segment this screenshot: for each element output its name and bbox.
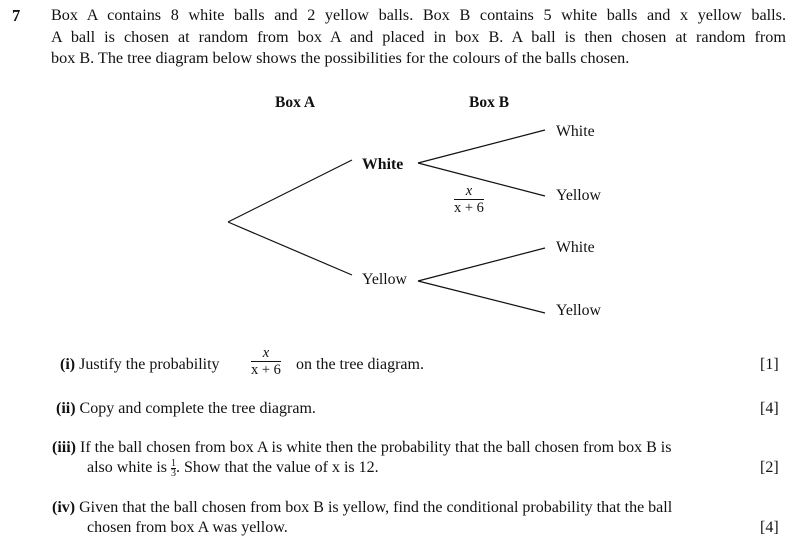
- part-iii-label: (iii): [52, 439, 76, 456]
- intro-line-2: A ball is chosen at random from box A and placed in box B. A ball is then chosen at random from: [51, 27, 786, 46]
- intro-line-3: box B. The tree diagram below shows the possibilities for the colours of the balls chosen.: [51, 49, 630, 67]
- intro-line-1: Box A contains 8 white balls and 2 yellow balls. Box B contains 5 white balls and x yellow balls.: [51, 6, 786, 24]
- header-box-b: Box B: [469, 94, 510, 111]
- part-i-text-after: on the tree diagram.: [296, 356, 424, 373]
- branch-a-white: [228, 160, 352, 222]
- part-i-frac-num: x: [262, 345, 270, 361]
- part-iii-line2-before: also white is: [87, 459, 167, 477]
- third-denominator: 3: [171, 468, 176, 479]
- part-iii-line2-after: . Show that the value of x is 12.: [176, 459, 379, 477]
- branch-white-white: [418, 130, 545, 163]
- part-i-marks: [1]: [760, 356, 779, 373]
- part-i-label: (i): [60, 356, 76, 373]
- branch-a-yellow: [228, 222, 352, 275]
- node-a-white: White: [362, 156, 404, 173]
- part-iv-line1: Given that the ball chosen from box B is yellow, find the conditional probability that the ball: [79, 499, 673, 516]
- part-ii-text: Copy and complete the tree diagram.: [79, 400, 316, 417]
- part-iv-label: (iv): [52, 499, 76, 516]
- part-i-frac-den: x + 6: [251, 362, 281, 378]
- part-ii-marks: [4]: [760, 400, 779, 417]
- third-numerator: 1: [171, 458, 176, 469]
- question-number: 7: [12, 6, 21, 25]
- part-iv-line2: chosen from box A was yellow.: [87, 519, 288, 536]
- branch-prob-denominator: x + 6: [454, 200, 484, 216]
- node-b-yellow-2: Yellow: [556, 302, 601, 319]
- branch-probability-label: [454, 183, 484, 217]
- part-i-text-before: Justify the probability: [79, 356, 220, 373]
- node-b-yellow-1: Yellow: [556, 187, 601, 204]
- node-b-white-2: White: [556, 239, 595, 256]
- branch-yellow-white: [418, 248, 545, 281]
- part-iv-marks: [4]: [760, 519, 779, 536]
- part-iii-line1: If the ball chosen from box A is white then the probability that the ball chosen from box B is: [80, 439, 672, 456]
- branch-prob-numerator: x: [465, 183, 473, 199]
- header-box-a: Box A: [275, 94, 316, 111]
- node-a-yellow: Yellow: [362, 271, 407, 288]
- part-i-fraction: [251, 345, 281, 379]
- part-ii-label: (ii): [56, 400, 76, 417]
- node-b-white-1: White: [556, 123, 595, 140]
- part-iii-marks: [2]: [760, 459, 779, 476]
- branch-yellow-yellow: [418, 281, 545, 313]
